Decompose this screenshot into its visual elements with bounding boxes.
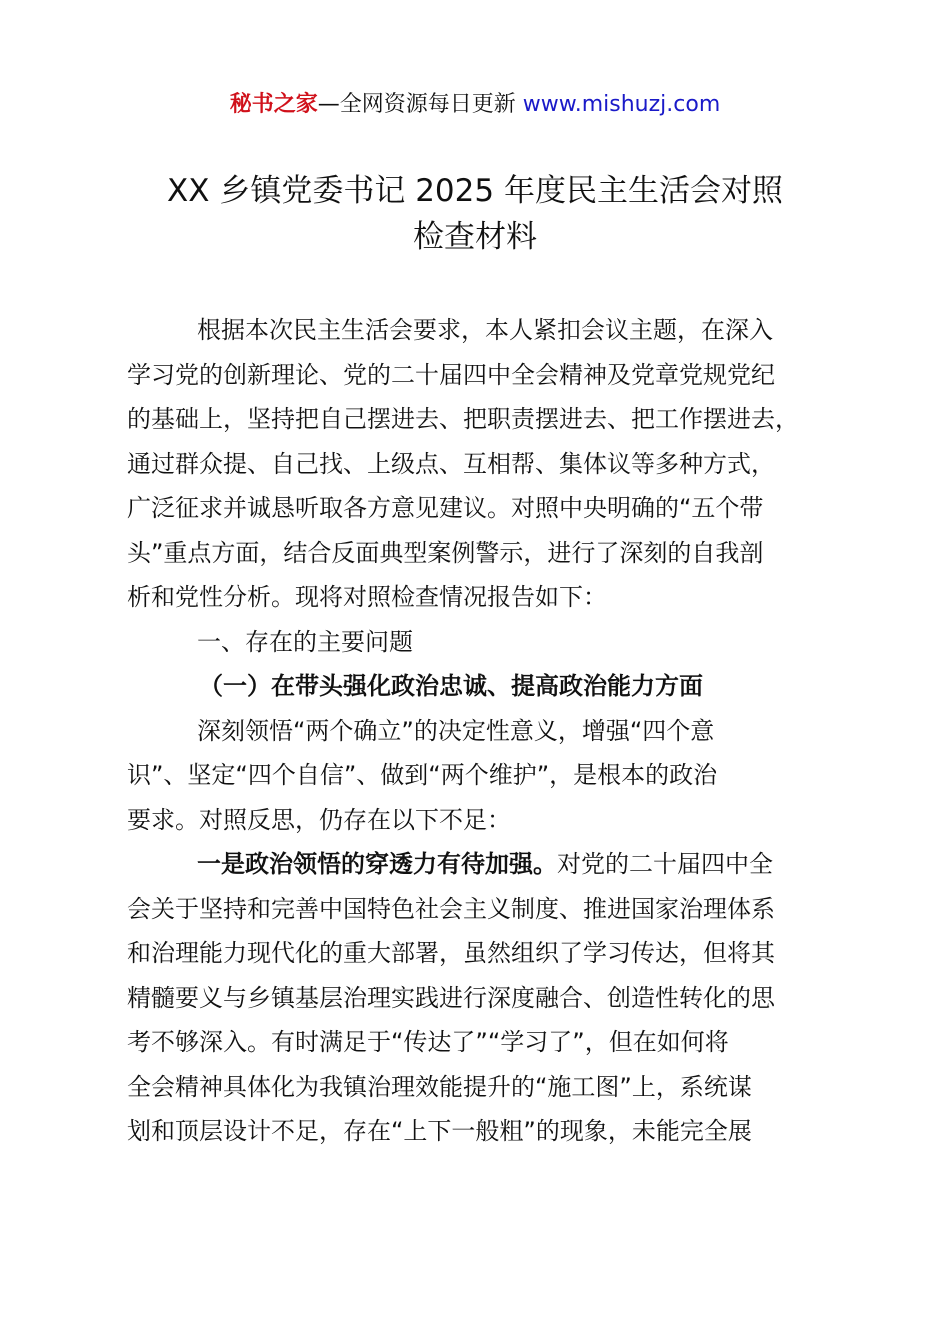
paragraph-line (127, 842, 837, 887)
paragraph-line: 析和党性分析。现将对照检查情况报告如下： (127, 583, 607, 611)
paragraph-line: 考不够深入。有时满足于“传达了”“学习了”，但在如何将 (127, 1028, 729, 1056)
paragraph-line: 头”重点方面，结合反面典型案例警示，进行了深刻的自我剖 (127, 538, 764, 567)
paragraph-line: 根据本次民主生活会要求，本人紧扣会议主题，在深入 (197, 316, 773, 344)
brand-name: 秘书之家 (229, 92, 318, 117)
point-text: 对党的二十届四中全 (557, 850, 773, 878)
title-line-2: 检查材料 (413, 219, 537, 255)
paragraph-line: 全会精神具体化为我镇治理效能提升的“施工图”上，系统谋 (127, 1072, 752, 1101)
site-header (0, 88, 950, 122)
paragraph-line: 识”、坚定“四个自信”、做到“两个维护”，是根本的政治 (127, 761, 718, 789)
subsection-heading: （一）在带头强化政治忠诚、提高政治能力方面 (199, 672, 703, 700)
document-title (60, 168, 890, 260)
paragraph-line: 深刻领悟“两个确立”的决定性意义，增强“四个意 (197, 716, 715, 745)
paragraph-line: 通过群众提、自己找、上级点、互相帮、集体议等多种方式， (127, 449, 775, 478)
paragraph-line: 要求。对照反思，仍存在以下不足： (127, 805, 511, 834)
paragraph-line: 会关于坚持和完善中国特色社会主义制度、推进国家治理体系 (127, 894, 775, 923)
paragraph-line: 精髓要义与乡镇基层治理实践进行深度融合、创造性转化的思 (127, 983, 775, 1012)
paragraph-line: 广泛征求并诚恳听取各方意见建议。对照中央明确的“五个带 (127, 494, 764, 522)
paragraph-line: 的基础上，坚持把自己摆进去、把职责摆进去、把工作摆进去， (127, 405, 799, 433)
paragraph-line: 学习党的创新理论、党的二十届四中全会精神及党章党规党纪 (127, 360, 775, 389)
header-tagline: —全网资源每日更新 (317, 92, 523, 117)
paragraph-line: 和治理能力现代化的重大部署，虽然组织了学习传达，但将其 (127, 939, 775, 967)
paragraph-line: 划和顶层设计不足，存在“上下一般粗”的现象，未能完全展 (127, 1117, 752, 1145)
site-url-link[interactable]: www.mishuzj.com (522, 92, 721, 117)
section-heading: 一、存在的主要问题 (197, 627, 413, 656)
point-heading: 一是政治领悟的穿透力有待加强。 (197, 850, 557, 878)
document-body (127, 308, 837, 1154)
title-line-1: XX 乡镇党委书记 2025 年度民主生活会对照 (167, 173, 783, 209)
